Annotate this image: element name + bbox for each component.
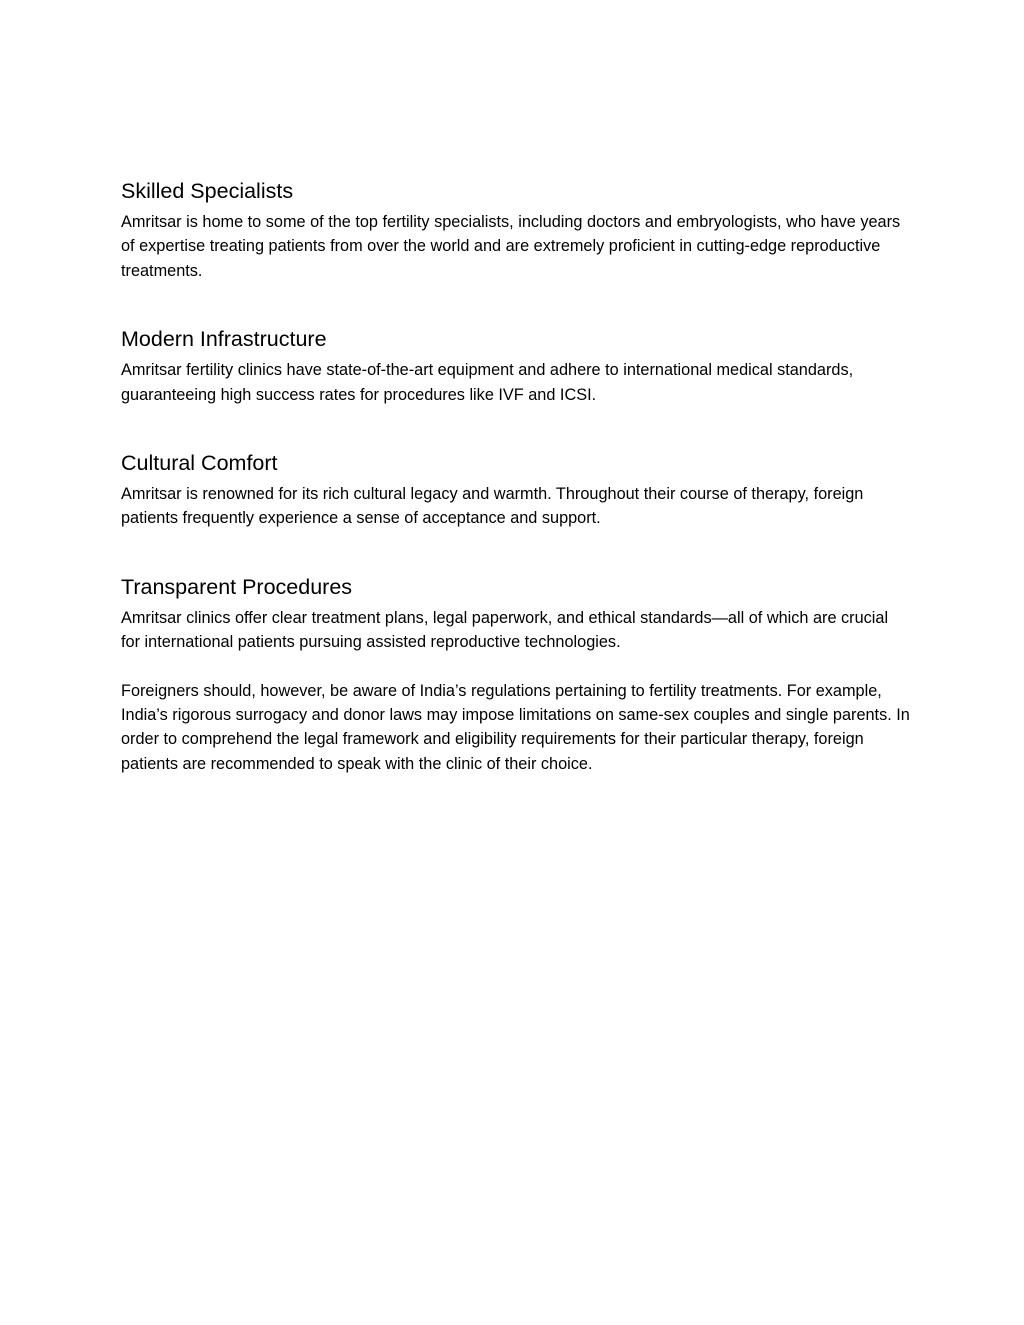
section-cultural-comfort — [121, 448, 911, 531]
closing-paragraph: Foreigners should, however, be aware of India’s regulations pertaining to fertility treatments. For example, India’s rigorous surrogacy and donor laws may impose limitations on same-sex couples and single parents. In order to comprehend the legal framework and eligibility requirements for their particular therapy, foreign patients are recommended to speak with the clinic of their choice. — [121, 681, 910, 773]
section-body: Amritsar is home to some of the top fertility specialists, including doctors and embryologists, who have years of expertise treating patients from over the world and are extremely proficient in cutting-edge reproductive treatments. — [121, 213, 901, 280]
section-body: Amritsar is renowned for its rich cultural legacy and warmth. Throughout their course of therapy, foreign patients frequently experience a sense of acceptance and support. — [121, 485, 864, 528]
spacer — [121, 407, 911, 448]
section-transparent-procedures — [121, 572, 911, 655]
section-modern-infrastructure — [121, 324, 911, 407]
spacer — [121, 283, 911, 324]
section-title: Cultural Comfort — [121, 451, 278, 476]
section-body: Amritsar fertility clinics have state-of-the-art equipment and adhere to international medical standards, guaranteeing high success rates for procedures like IVF and ICSI. — [121, 361, 854, 404]
section-title: Skilled Specialists — [121, 179, 294, 203]
section-skilled-specialists — [121, 176, 911, 283]
spacer — [121, 655, 911, 679]
spacer — [121, 531, 911, 572]
document-page — [121, 176, 911, 776]
section-title: Modern Infrastructure — [121, 327, 327, 352]
section-title: Transparent Procedures — [121, 574, 353, 599]
section-body: Amritsar clinics offer clear treatment plans, legal paperwork, and ethical standards—all of which are crucial for international patients pursuing assisted reproductive technologies. — [121, 608, 889, 652]
